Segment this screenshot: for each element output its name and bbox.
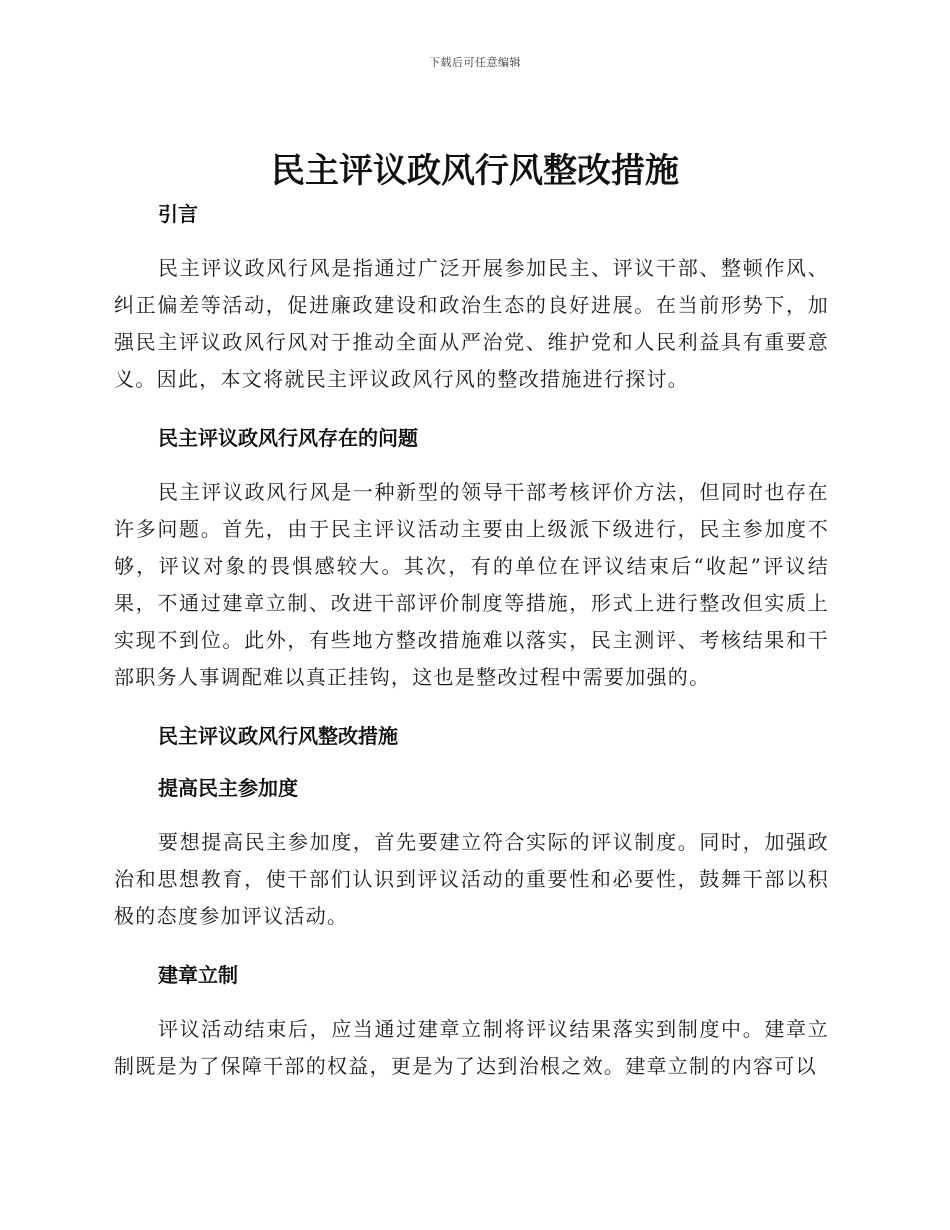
document-title: 民主评议政风行风整改措施: [271, 151, 679, 191]
section-heading-introduction: 引言: [158, 202, 198, 226]
page-header-note: 下载后可任意编辑: [429, 56, 521, 69]
subsection-paragraph-participation: 要想提高民主参加度，首先要建立符合实际的评议制度。同时，加强政治和思想教育，使干部们认识到评议活动的重要性和必要性，鼓舞干部以积极的态度参加评议活动。: [114, 830, 829, 928]
section-heading-problems: 民主评议政风行风存在的问题: [158, 426, 418, 450]
section-heading-measures: 民主评议政风行风整改措施: [158, 724, 398, 748]
section-paragraph-problems: 民主评议政风行风是一种新型的领导干部考核评价方法，但同时也存在许多问题。首先，由于民主评议活动主要由上级派下级进行，民主参加度不够，评议对象的畏惧感较大。其次，有的单位在评议结束后“收起”评议结果，不通过建章立制、改进干部评价制度等措施，形式上进行整改但实质上实现不到位。此外，有些地方整改措施难以落实，民主测评、考核结果和干部职务人事调配难以真正挂钩，这也是整改过程中需要加强的。: [114, 480, 829, 689]
subsection-heading-institutions: 建章立制: [158, 963, 238, 987]
subsection-paragraph-institutions: 评议活动结束后，应当通过建章立制将评议结果落实到制度中。建章立制既是为了保障干部的权益，更是为了达到治根之效。建章立制的内容可以: [114, 1017, 829, 1078]
subsection-heading-participation: 提高民主参加度: [158, 776, 298, 800]
section-paragraph-introduction: 民主评议政风行风是指通过广泛开展参加民主、评议干部、整顿作风、纠正偏差等活动，促进廉政建设和政治生态的良好进展。在当前形势下，加强民主评议政风行风对于推动全面从严治党、维护党和人民利益具有重要意义。因此，本文将就民主评议政风行风的整改措施进行探讨。: [114, 256, 829, 391]
document-body: [114, 198, 829, 1085]
